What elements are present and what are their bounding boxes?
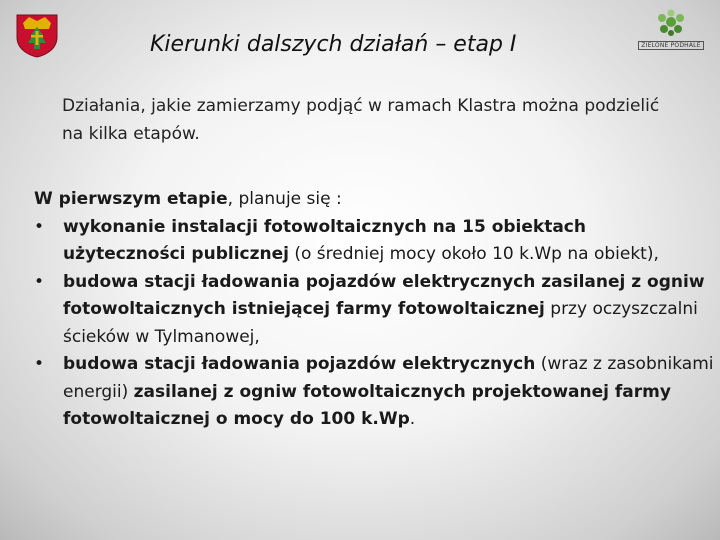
bullet-icon: •	[34, 216, 45, 237]
action-list	[34, 214, 714, 434]
item-mid: (wraz z zasobnikami energii)	[63, 354, 714, 402]
lead-line	[34, 186, 714, 214]
item-bold: wykonanie instalacji fotowoltaicznych na 15 obiektach użyteczności publicznej	[63, 216, 586, 264]
lead-rest: , planuje się :	[227, 189, 342, 209]
bullet-icon: •	[34, 354, 45, 374]
logo-caption: ZIELONE PODHALE	[638, 41, 703, 50]
item-rest: .	[409, 409, 416, 429]
list-item	[34, 269, 714, 352]
bullet-icon: •	[34, 271, 45, 292]
leaf-cluster-icon	[651, 8, 691, 40]
item-rest: (o średniej mocy około 10 k.Wp na obiekt),	[288, 244, 659, 264]
coat-of-arms-logo	[15, 13, 59, 58]
item-bold-2: zasilanej z ogniw fotowoltaicznych projektowanej farmy fotowoltaicznej o mocy do 100 k.Wp	[63, 381, 671, 429]
item-rest: przy oczyszczalni ścieków w Tylmanowej,	[63, 299, 698, 347]
zielone-podhale-logo	[643, 8, 699, 52]
list-item	[34, 351, 714, 434]
item-bold: budowa stacji ładowania pojazdów elektrycznych	[63, 354, 536, 374]
lead-bold: W pierwszym etapie	[34, 189, 228, 209]
slide-title: Kierunki dalszych działań – etap I	[150, 32, 517, 57]
list-item	[34, 214, 714, 269]
item-bold: budowa stacji ładowania pojazdów elektrycznych zasilanej z ogniw fotowoltaicznych istniejącej farmy fotowoltaicznej	[63, 271, 705, 319]
intro-paragraph: Działania, jakie zamierzamy podjąć w ramach Klastra można podzielić na kilka etapów.	[62, 96, 660, 144]
stage-content	[34, 186, 714, 434]
